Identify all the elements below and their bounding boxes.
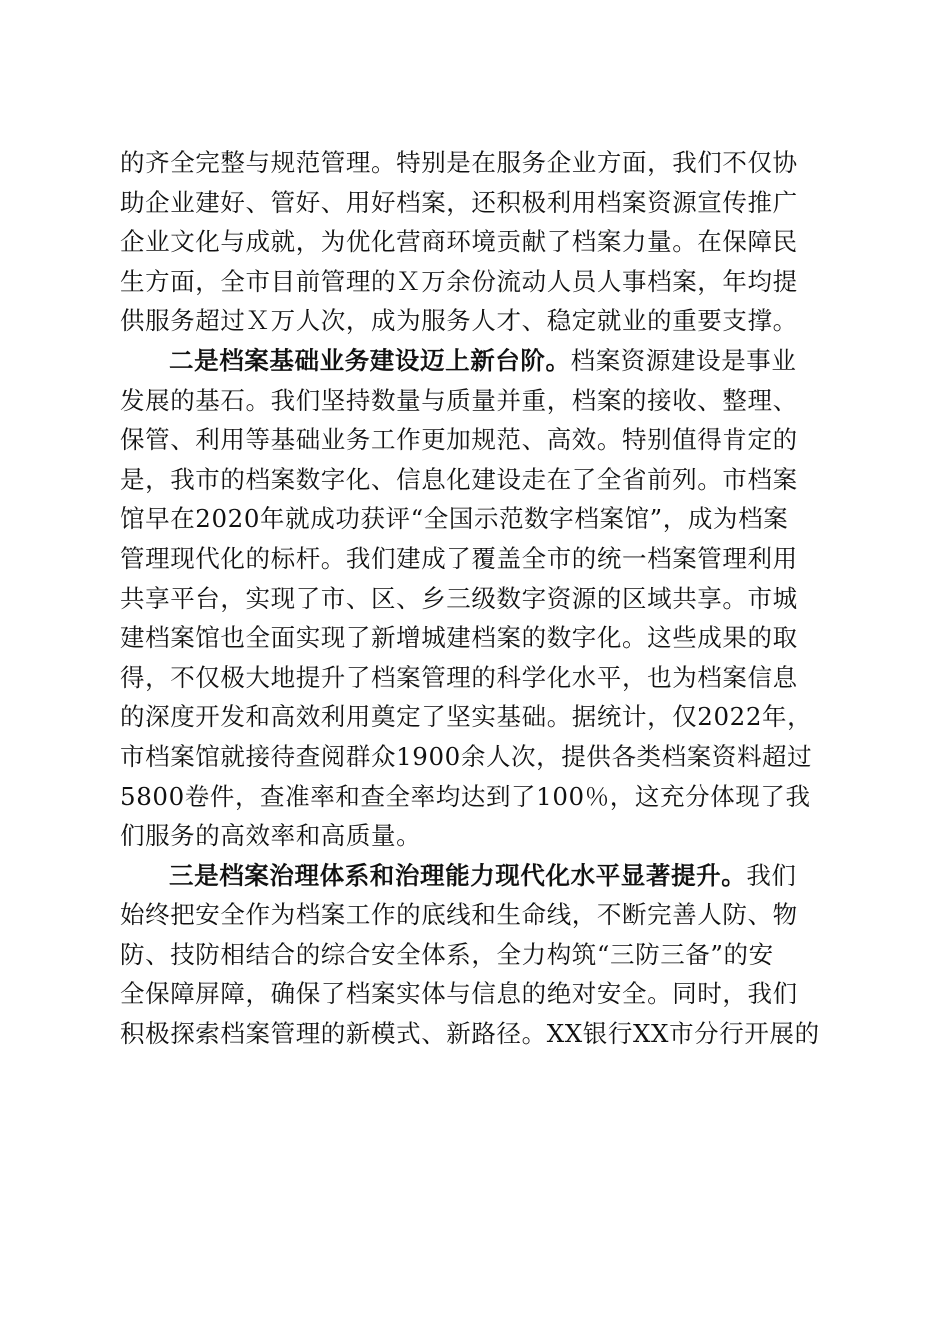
- paragraph-2-line-4: 是，我市的档案数字化、信息化建设走在了全省前列。市档案: [120, 464, 798, 494]
- paragraph-2-line-6: 管理现代化的标杆。我们建成了覆盖全市的统一档案管理利用: [120, 543, 798, 573]
- paragraph-1-line-4: 生方面，全市目前管理的Ｘ万余份流动人员人事档案，年均提: [120, 266, 798, 296]
- paragraph-2-line-2: 发展的基石。我们坚持数量与质量并重，档案的接收、整理、: [120, 385, 798, 415]
- paragraph-2-line-10: 的深度开发和高效利用奠定了坚实基础。据统计，仅2022年，: [120, 702, 813, 732]
- paragraph-1-line-2: 助企业建好、管好、用好档案，还积极利用档案资源宣传推广: [120, 187, 798, 217]
- paragraph-2-line-3: 保管、利用等基础业务工作更加规范、高效。特别值得肯定的: [120, 425, 798, 455]
- paragraph-3-line-4: 全保障屏障，确保了档案实体与信息的绝对安全。同时，我们: [120, 979, 798, 1009]
- paragraph-2-heading: 二是档案基础业务建设迈上新台阶。: [169, 345, 571, 375]
- paragraph-2-line-13: 们服务的高效率和高质量。: [120, 821, 422, 851]
- paragraph-2-line-11: 市档案馆就接待查阅群众1900余人次，提供各类档案资料超过: [120, 741, 813, 771]
- paragraph-1-line-5: 供服务超过Ｘ万人次，成为服务人才、稳定就业的重要支撑。: [120, 306, 798, 336]
- paragraph-2-line-8: 建档案馆也全面实现了新增城建档案的数字化。这些成果的取: [120, 623, 798, 653]
- paragraph-3-line-1: [120, 856, 830, 896]
- paragraph-2-line-9: 得，不仅极大地提升了档案管理的科学化水平，也为档案信息: [120, 662, 798, 692]
- paragraph-2-line-1: [120, 341, 830, 381]
- paragraph-3-heading: 三是档案治理体系和治理能力现代化水平显著提升。: [169, 860, 747, 890]
- paragraph-3-first-line-rest: 我们: [746, 860, 797, 890]
- paragraph-2-line-7: 共享平台，实现了市、区、乡三级数字资源的区域共享。市城: [120, 583, 798, 613]
- paragraph-1-line-3: 企业文化与成就，为优化营商环境贡献了档案力量。在保障民: [120, 227, 798, 257]
- paragraph-2-line-12: 5800卷件，查准率和查全率均达到了100％，这充分体现了我: [120, 781, 811, 811]
- document-body: [120, 143, 830, 1054]
- paragraph-3-line-2: 始终把安全作为档案工作的底线和生命线，不断完善人防、物: [120, 900, 798, 930]
- paragraph-3-line-3: 防、技防相结合的综合安全体系，全力构筑“三防三备”的安: [120, 939, 774, 969]
- paragraph-3-line-5: 积极探索档案管理的新模式、新路径。XX银行XX市分行开展的: [120, 1019, 820, 1049]
- paragraph-1-line-1: 的齐全完整与规范管理。特别是在服务企业方面，我们不仅协: [120, 148, 798, 177]
- paragraph-2-first-line-rest: 档案资源建设是事业: [570, 345, 797, 375]
- paragraph-2-line-5: 馆早在2020年就成功获评“全国示范数字档案馆”，成为档案: [120, 504, 789, 534]
